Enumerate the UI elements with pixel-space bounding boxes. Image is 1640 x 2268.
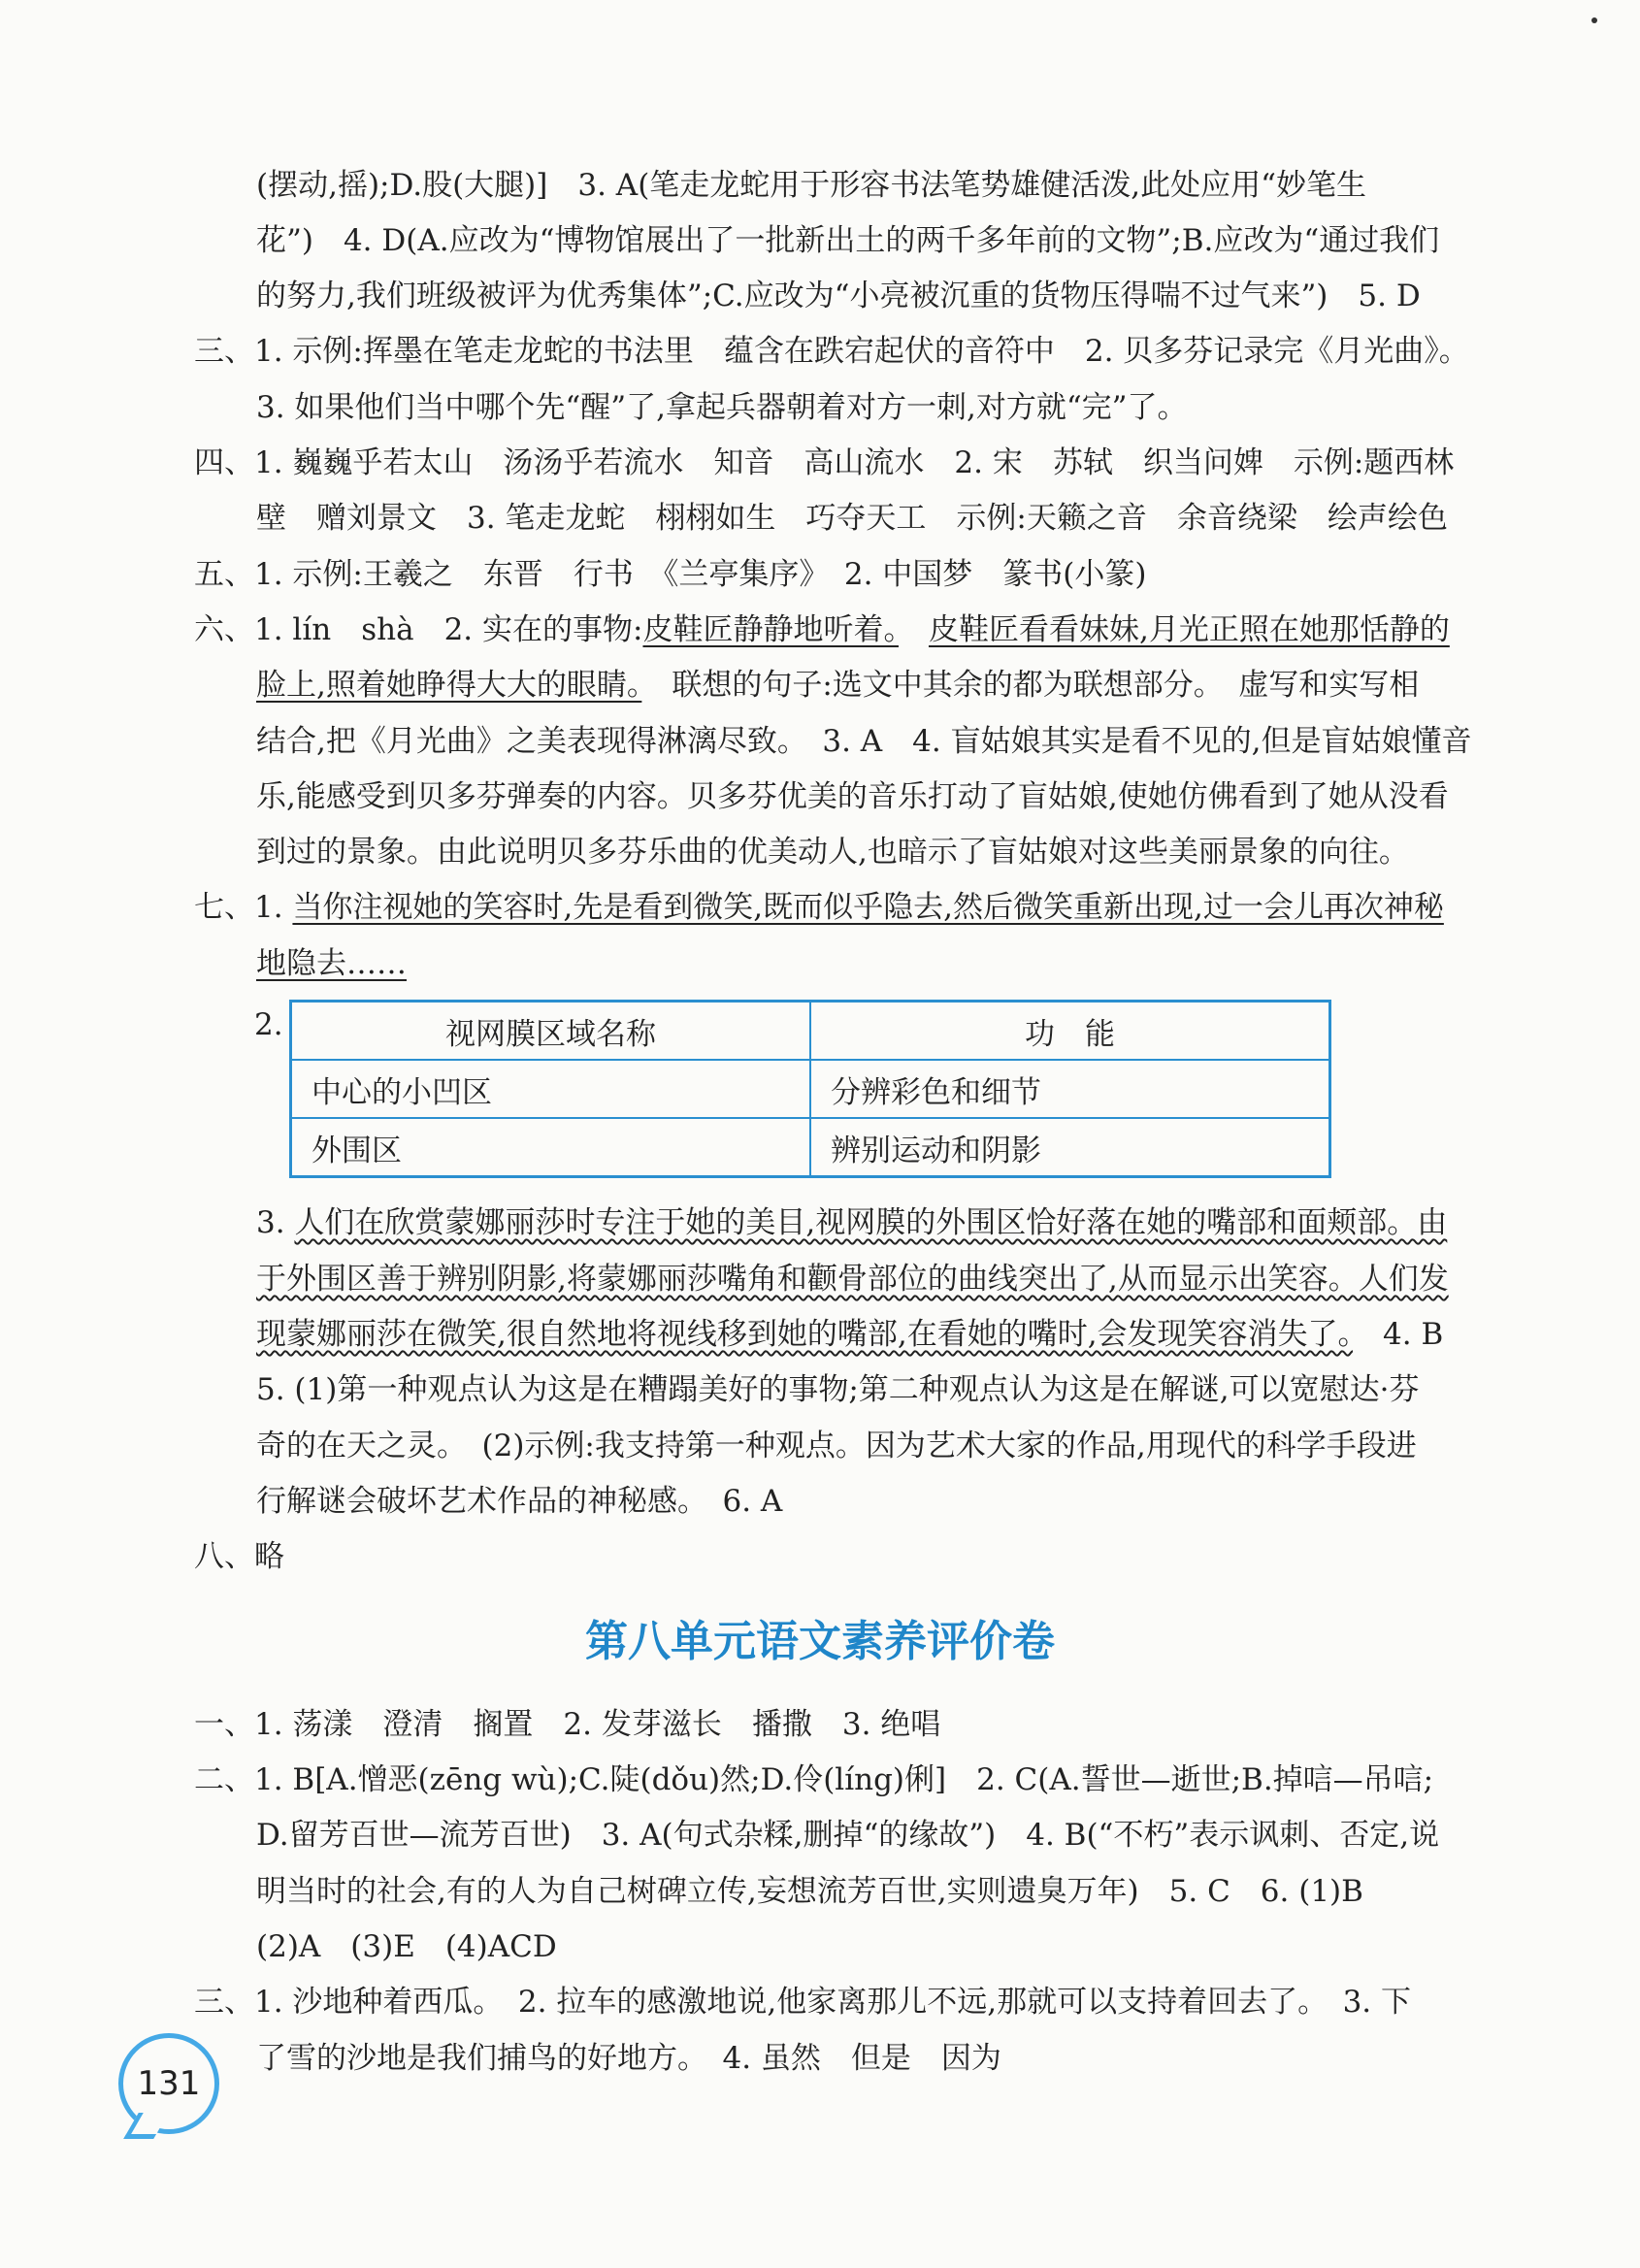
answer-line: 明当时的社会,有的人为自己树碑立传,妄想流芳百世,实则遗臭万年) 5. C 6. (1)B	[256, 1874, 1363, 1909]
corner-mark	[1591, 17, 1597, 23]
wavy-underlined-text: 于外围区善于辨别阴影,将蒙娜丽莎嘴角和颧骨部位的曲线突出了,从而显示出笑容。人们发	[256, 1262, 1449, 1297]
table-cell: 分辨彩色和细节	[810, 1060, 1330, 1118]
underlined-text: 地隐去……	[256, 946, 407, 981]
answer-line: 了雪的沙地是我们捕鸟的好地方。 4. 虽然 但是 因为	[256, 2041, 1001, 2076]
answer-text: 六、1. lín shà 2. 实在的事物:	[194, 612, 643, 647]
table-cell: 外围区	[291, 1118, 811, 1177]
underlined-text: 当你注视她的笑容时,先是看到微笑,既而似乎隐去,然后微笑重新出现,过一会儿再次神秘	[292, 890, 1444, 925]
answer-line: 2.	[254, 1007, 283, 1042]
answer-line: D.留芳百世—流芳百世) 3. A(句式杂糅,删掉“的缘故”) 4. B(“不朽”表示讽刺、否定,说	[256, 1818, 1440, 1853]
answer-line: (2)A (3)E (4)ACD	[256, 1929, 557, 1964]
answer-text	[899, 612, 929, 647]
answer-line: 5. (1)第一种观点认为这是在糟蹋美好的事物;第二种观点认为这是在解谜,可以宽慰达·芬	[256, 1372, 1420, 1407]
answer-line: 八、略	[194, 1539, 284, 1574]
answer-line: 结合,把《月光曲》之美表现得淋漓尽致。 3. A 4. 盲姑娘其实是看不见的,但是盲姑娘懂音	[256, 724, 1472, 759]
answer-line: 壁 赠刘景文 3. 笔走龙蛇 栩栩如生 巧夺天工 示例:天籁之音 余音绕梁 绘声绘色	[256, 501, 1448, 536]
answer-line: 3. 如果他们当中哪个先“醒”了,拿起兵器朝着对方一刺,对方就“完”了。	[256, 390, 1188, 425]
answer-line: 花”) 4. D(A.应改为“博物馆展出了一批新出土的两千多年前的文物”;B.应改为“通过我们	[256, 223, 1440, 258]
underlined-text: 皮鞋匠静静地听着。	[642, 612, 899, 647]
table-cell: 中心的小凹区	[291, 1060, 811, 1118]
underlined-text: 脸上,照着她睁得大大的眼睛。	[256, 668, 642, 703]
table-header: 功 能	[810, 1002, 1330, 1061]
answer-line: (摆动,摇);D.股(大腿)] 3. A(笔走龙蛇用于形容书法笔势雄健活泼,此处应用“妙笔生	[256, 168, 1366, 203]
answer-line: 四、1. 巍巍乎若太山 汤汤乎若流水 知音 高山流水 2. 宋 苏轼 织当问婢 示例:题西林	[194, 445, 1455, 480]
answer-line: 三、1. 沙地种着西瓜。 2. 拉车的感激地说,他家离那儿不远,那就可以支持着回去了。 3. 下	[194, 1985, 1411, 2020]
answer-text: 七、1.	[194, 890, 293, 925]
answer-line	[256, 944, 407, 983]
answer-line: 乐,能感受到贝多芬弹奏的内容。贝多芬优美的音乐打动了盲姑娘,使她仿佛看到了她从没看	[256, 779, 1449, 814]
answer-line: 奇的在天之灵。 (2)示例:我支持第一种观点。因为艺术大家的作品,用现代的科学手段进	[256, 1429, 1417, 1463]
section-title: 第八单元语文素养评价卷	[585, 1617, 1055, 1666]
answer-line	[194, 610, 1450, 649]
page-number: 131	[118, 2033, 219, 2134]
answer-line	[256, 666, 1419, 705]
answer-text: 3.	[256, 1205, 295, 1240]
answer-line	[194, 888, 1444, 927]
wavy-underlined-text: 人们在欣赏蒙娜丽莎时专注于她的美目,视网膜的外围区恰好落在她的嘴部和面颊部。由	[294, 1205, 1448, 1240]
answer-text: 联想的句子:选文中其余的都为联想部分。 虚写和实写相	[641, 668, 1420, 703]
answer-line: 三、1. 示例:挥墨在笔走龙蛇的书法里 蕴含在跌宕起伏的音符中 2. 贝多芬记录完《月光曲》。	[194, 334, 1469, 369]
answer-line: 一、1. 荡漾 澄清 搁置 2. 发芽滋长 播撒 3. 绝唱	[194, 1707, 941, 1742]
retina-table	[289, 1000, 1331, 1178]
answer-line: 到过的景象。由此说明贝多芬乐曲的优美动人,也暗示了盲姑娘对这些美丽景象的向往。	[256, 835, 1409, 870]
answer-line	[256, 1203, 1447, 1242]
table-header-row	[291, 1002, 1330, 1061]
underlined-text: 皮鞋匠看看妹妹,月光正照在她那恬静的	[928, 612, 1450, 647]
answer-line: 行解谜会破坏艺术作品的神秘感。 6. A	[256, 1484, 783, 1519]
table-row	[291, 1060, 1330, 1118]
table-row	[291, 1118, 1330, 1177]
table-cell: 辨别运动和阴影	[810, 1118, 1330, 1177]
table-header: 视网膜区域名称	[291, 1002, 811, 1061]
wavy-underlined-text: 现蒙娜丽莎在微笑,很自然地将视线移到她的嘴部,在看她的嘴时,会发现笑容消失了。	[256, 1317, 1354, 1352]
answer-text: 4. B	[1353, 1317, 1444, 1352]
answer-line	[256, 1315, 1443, 1354]
answer-line: 五、1. 示例:王羲之 东晋 行书 《兰亭集序》 2. 中国梦 篆书(小篆)	[194, 557, 1147, 592]
answer-line	[256, 1260, 1449, 1298]
answer-line: 二、1. B[A.憎恶(zēng wù);C.陡(dǒu)然;D.伶(líng)俐] 2. C(A.誓世—逝世;B.掉唁—吊唁;	[194, 1762, 1434, 1797]
answer-line: 的努力,我们班级被评为优秀集体”;C.应改为“小亮被沉重的货物压得喘不过气来”) 5. D	[256, 279, 1421, 313]
